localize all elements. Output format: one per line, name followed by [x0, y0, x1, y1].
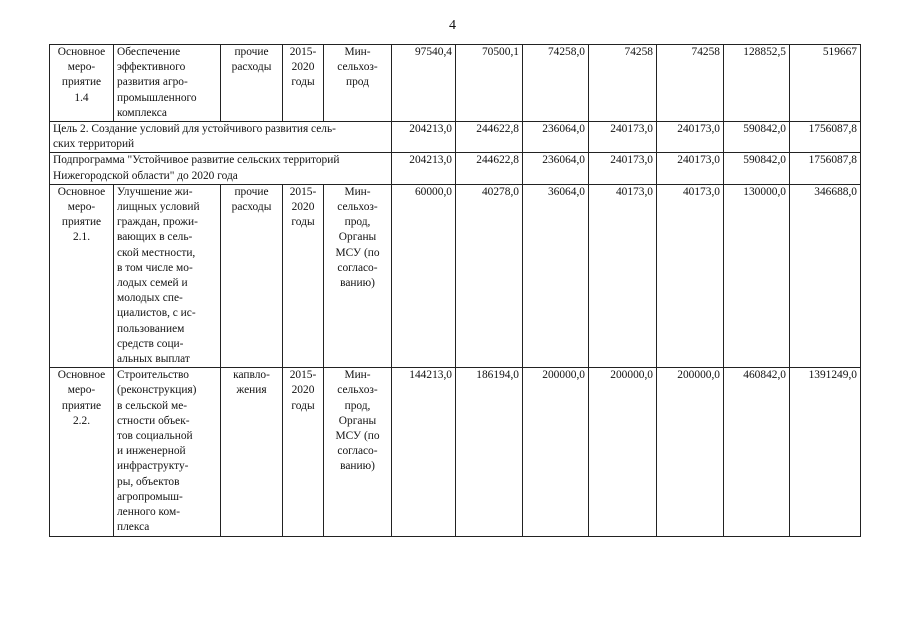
period-cell: 2015- 2020 годы [283, 368, 324, 536]
value-cell: 236064,0 [523, 122, 589, 153]
value-cell: 204213,0 [392, 122, 456, 153]
measure-type-cell: Основное меро- приятие 1.4 [50, 45, 114, 122]
executor-cell: Мин- сельхоз- прод [324, 45, 392, 122]
value-cell: 460842,0 [724, 368, 790, 536]
measure-type-cell: Основное меро- приятие 2.1. [50, 184, 114, 367]
value-cell: 200000,0 [589, 368, 657, 536]
value-cell: 144213,0 [392, 368, 456, 536]
table-row [50, 153, 861, 184]
value-cell: 244622,8 [456, 122, 523, 153]
value-cell: 130000,0 [724, 184, 790, 367]
subprogram-title-cell: Подпрограмма "Устойчивое развитие сельских территорий Нижегородской области" до 2020 года [50, 153, 392, 184]
executor-cell: Мин- сельхоз- прод, Органы МСУ (по согласо- ванию) [324, 184, 392, 367]
table-row [50, 122, 861, 153]
measure-name-cell: Обеспечение эффективного развития агро- промышленного комплекса [114, 45, 221, 122]
measure-name-cell: Строительство (реконструкция) в сельской ме- стности объек- тов социальной и инженерной инфраструкту- ры, объектов агропромыш- ленного ком- плекса [114, 368, 221, 536]
measure-type-cell: Основное меро- приятие 2.2. [50, 368, 114, 536]
total-value-cell: 1756087,8 [790, 122, 861, 153]
total-value-cell: 1756087,8 [790, 153, 861, 184]
goal-title-cell: Цель 2. Создание условий для устойчивого развития сель- ских территорий [50, 122, 392, 153]
value-cell: 240173,0 [657, 122, 724, 153]
value-cell: 590842,0 [724, 122, 790, 153]
value-cell: 40173,0 [657, 184, 724, 367]
value-cell: 60000,0 [392, 184, 456, 367]
value-cell: 128852,5 [724, 45, 790, 122]
value-cell: 97540,4 [392, 45, 456, 122]
value-cell: 200000,0 [523, 368, 589, 536]
value-cell: 590842,0 [724, 153, 790, 184]
total-value-cell: 519667 [790, 45, 861, 122]
value-cell: 40278,0 [456, 184, 523, 367]
value-cell: 70500,1 [456, 45, 523, 122]
measure-name-cell: Улучшение жи- лищных условий граждан, прожи- вающих в сель- ской местности, в том числе мо- лодых семей и молодых спе- циалистов, с ис- пользованием средств соци- альных выплат [114, 184, 221, 367]
period-cell: 2015- 2020 годы [283, 45, 324, 122]
expense-type-cell: прочие расходы [221, 45, 283, 122]
table-row [50, 184, 861, 367]
value-cell: 240173,0 [589, 122, 657, 153]
value-cell: 186194,0 [456, 368, 523, 536]
value-cell: 74258 [657, 45, 724, 122]
total-value-cell: 346688,0 [790, 184, 861, 367]
value-cell: 236064,0 [523, 153, 589, 184]
value-cell: 200000,0 [657, 368, 724, 536]
value-cell: 244622,8 [456, 153, 523, 184]
program-measures-table [49, 44, 861, 537]
table-row [50, 368, 861, 536]
value-cell: 74258,0 [523, 45, 589, 122]
value-cell: 204213,0 [392, 153, 456, 184]
period-cell: 2015- 2020 годы [283, 184, 324, 367]
value-cell: 240173,0 [657, 153, 724, 184]
executor-cell: Мин- сельхоз- прод, Органы МСУ (по согласо- ванию) [324, 368, 392, 536]
expense-type-cell: прочие расходы [221, 184, 283, 367]
page-number: 4 [449, 18, 456, 33]
value-cell: 74258 [589, 45, 657, 122]
value-cell: 36064,0 [523, 184, 589, 367]
expense-type-cell: капвло- жения [221, 368, 283, 536]
value-cell: 40173,0 [589, 184, 657, 367]
table-row [50, 45, 861, 122]
value-cell: 240173,0 [589, 153, 657, 184]
total-value-cell: 1391249,0 [790, 368, 861, 536]
